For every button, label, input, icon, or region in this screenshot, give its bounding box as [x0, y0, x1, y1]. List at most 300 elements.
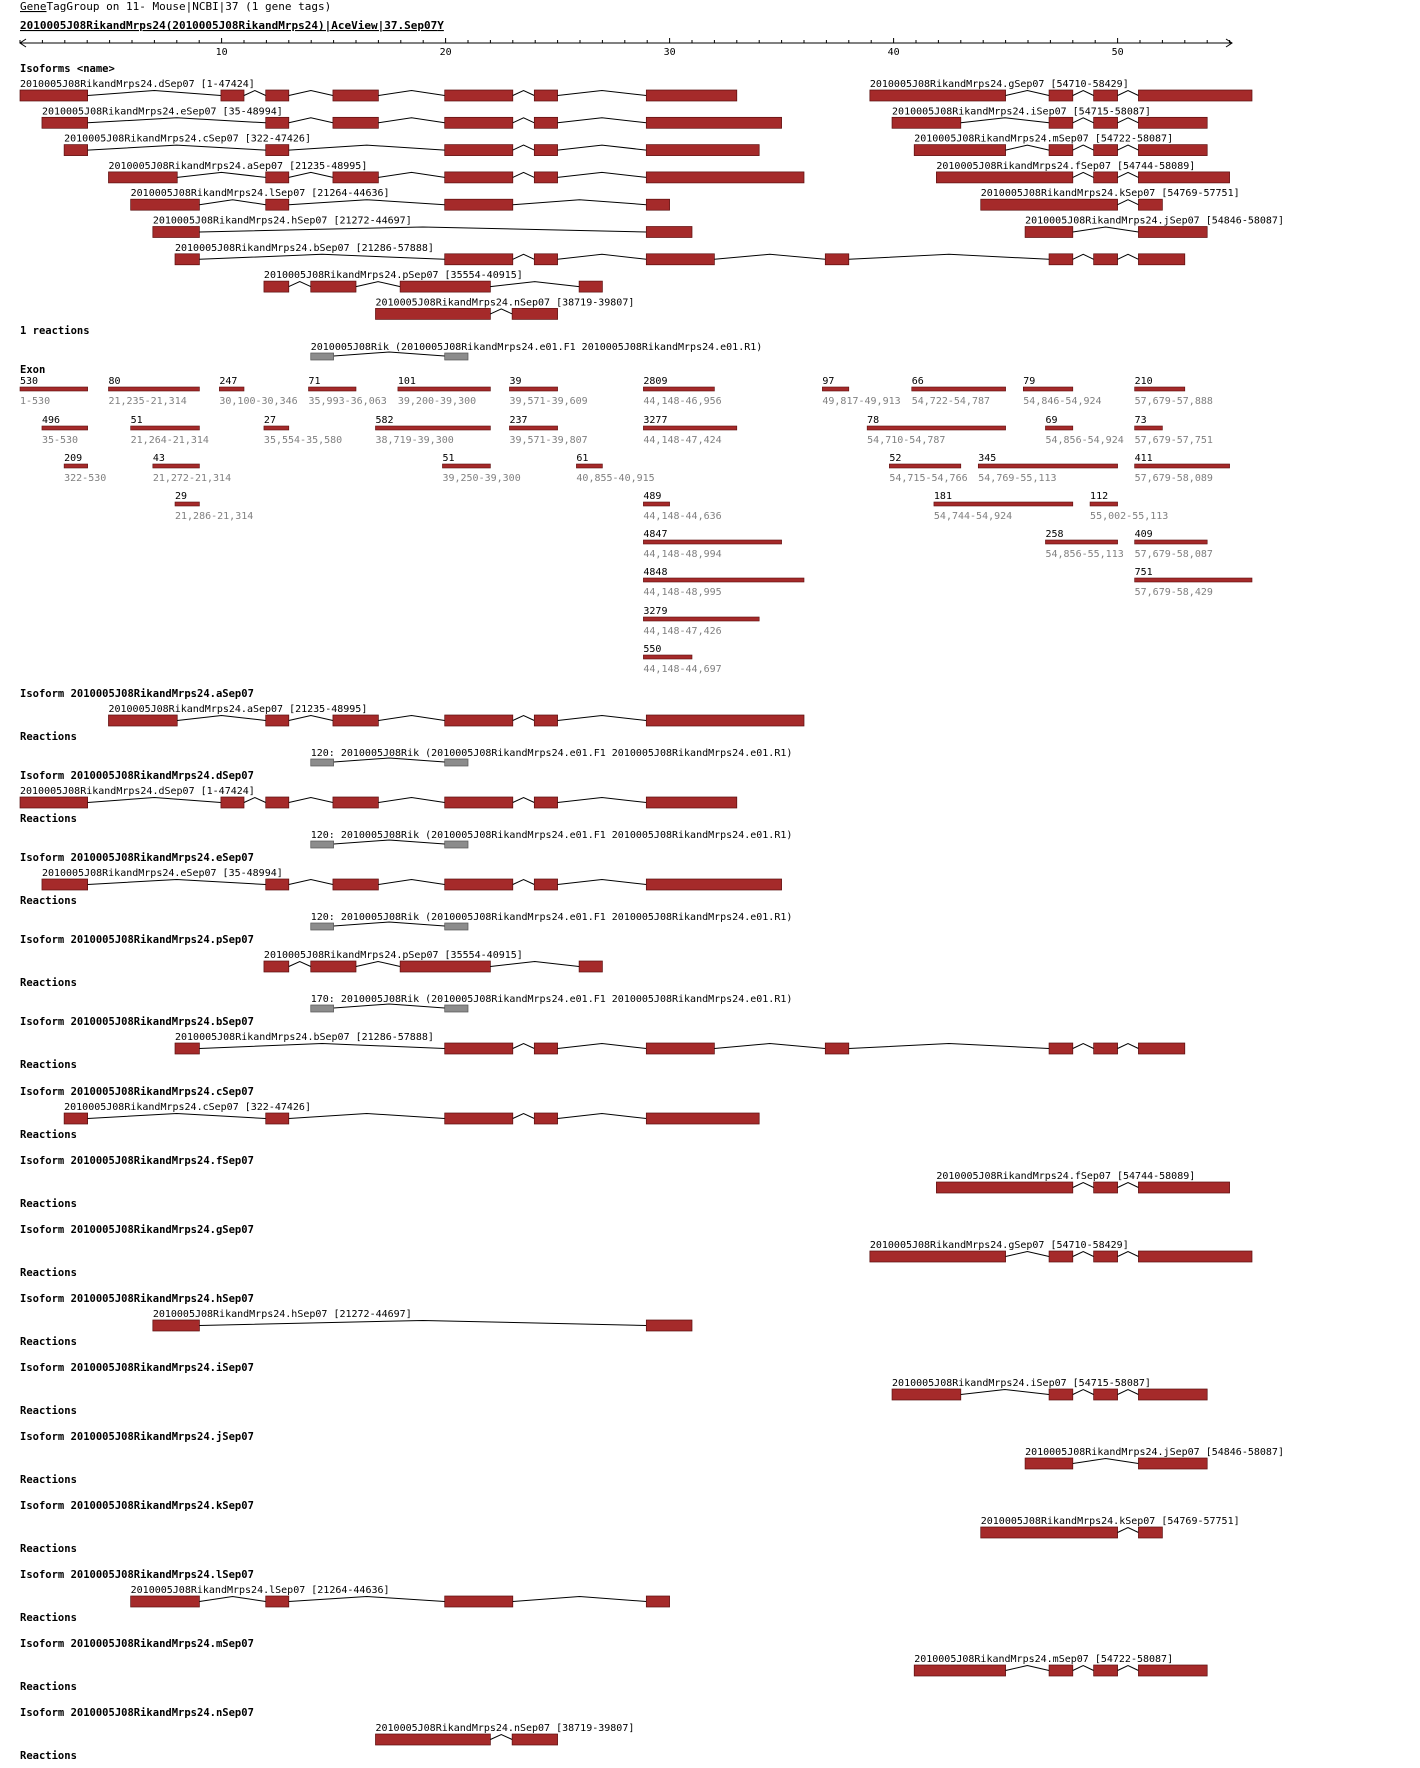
exon-block[interactable] — [375, 308, 490, 319]
exon-block[interactable] — [1138, 1043, 1184, 1054]
isoform-detail-track[interactable] — [64, 1102, 759, 1124]
exon-block[interactable] — [400, 961, 490, 972]
exon-item[interactable] — [153, 453, 231, 484]
exon-block[interactable] — [825, 254, 849, 265]
isoform-reaction-track[interactable] — [311, 994, 793, 1012]
isoform-label[interactable]: 2010005J08RikandMrps24.mSep07 [54722-58087] — [914, 133, 1174, 145]
exon-block[interactable] — [221, 90, 244, 101]
isoform-label[interactable]: 2010005J08RikandMrps24.bSep07 [21286-57888] — [175, 1032, 434, 1043]
exon-block[interactable] — [646, 715, 804, 726]
exon-block[interactable] — [1094, 1043, 1118, 1054]
exon-item[interactable] — [509, 376, 587, 407]
exon-block[interactable] — [646, 90, 736, 101]
exon-block[interactable] — [1094, 1251, 1118, 1262]
exon-block[interactable] — [914, 1665, 1005, 1676]
exon-block[interactable] — [534, 1043, 557, 1054]
isoform-detail-heading: Isoform 2010005J08RikandMrps24.cSep07 — [20, 1086, 254, 1098]
exon-bar[interactable] — [934, 502, 1073, 506]
exon-item[interactable] — [264, 415, 342, 446]
exon-block[interactable] — [646, 1596, 669, 1607]
exon-block[interactable] — [1094, 172, 1118, 183]
exon-bar[interactable] — [398, 387, 491, 391]
exon-block[interactable] — [131, 1596, 200, 1607]
reaction-block[interactable] — [445, 353, 468, 360]
exon-bar[interactable] — [1135, 464, 1230, 468]
exon-bar[interactable] — [175, 502, 199, 506]
exon-item[interactable] — [375, 415, 490, 446]
reaction-label[interactable]: 120: 2010005J08Rik (2010005J08RikandMrps24.e01.F1 2010005J08RikandMrps24.e01.R1) — [310, 748, 793, 759]
exon-block[interactable] — [108, 715, 177, 726]
exon-block[interactable] — [512, 308, 557, 319]
isoform-track[interactable] — [108, 161, 804, 183]
exon-bar[interactable] — [1135, 426, 1163, 430]
exon-block[interactable] — [646, 172, 804, 183]
exon-block[interactable] — [534, 90, 557, 101]
exon-item[interactable] — [64, 453, 106, 484]
exon-block[interactable] — [870, 1251, 1006, 1262]
isoform-label[interactable]: 2010005J08RikandMrps24.dSep07 [1-47424] — [20, 786, 255, 797]
isoform-label[interactable]: 2010005J08RikandMrps24.hSep07 [21272-44697] — [152, 1309, 412, 1320]
exon-block[interactable] — [1094, 1665, 1118, 1676]
exon-block[interactable] — [64, 1113, 88, 1124]
exon-block[interactable] — [131, 199, 200, 210]
exon-block[interactable] — [20, 90, 88, 101]
intron — [88, 798, 221, 803]
exon-block[interactable] — [1138, 1527, 1162, 1538]
isoform-label[interactable]: 2010005J08RikandMrps24.kSep07 [54769-57751] — [980, 1516, 1240, 1527]
exon-item[interactable] — [643, 529, 781, 560]
isoform-detail-track[interactable] — [914, 1654, 1207, 1676]
exon-item[interactable] — [398, 376, 491, 407]
exon-block[interactable] — [1138, 1389, 1207, 1400]
exon-block[interactable] — [175, 1043, 199, 1054]
reaction-label[interactable]: 120: 2010005J08Rik (2010005J08RikandMrps24.e01.F1 2010005J08RikandMrps24.e01.R1) — [310, 830, 793, 841]
exon-block[interactable] — [1138, 1182, 1229, 1193]
isoform-detail-track[interactable] — [108, 704, 804, 726]
exon-block[interactable] — [1138, 254, 1184, 265]
exon-bar[interactable] — [643, 655, 692, 659]
exon-item[interactable] — [108, 376, 199, 407]
isoform-track[interactable] — [20, 79, 737, 101]
reaction-block[interactable] — [311, 923, 334, 930]
exon-block[interactable] — [1138, 1251, 1252, 1262]
intron — [490, 1735, 512, 1740]
reaction-block[interactable] — [311, 759, 334, 766]
exon-length: 247 — [219, 376, 238, 387]
exon-block[interactable] — [1138, 1458, 1207, 1469]
exon-block[interactable] — [266, 90, 289, 101]
isoform-detail-track[interactable] — [42, 868, 782, 890]
isoform-track[interactable] — [131, 188, 670, 210]
exon-bar[interactable] — [375, 426, 490, 430]
isoform-track[interactable] — [375, 297, 634, 319]
isoform-label[interactable]: 2010005J08RikandMrps24.pSep07 [35554-40915] — [263, 270, 523, 282]
exon-block[interactable] — [534, 879, 557, 890]
exon-block[interactable] — [264, 281, 289, 292]
exon-block[interactable] — [221, 797, 244, 808]
exon-block[interactable] — [1025, 227, 1073, 238]
isoform-label[interactable]: 2010005J08RikandMrps24.aSep07 [21235-48995] — [108, 160, 368, 172]
exon-block[interactable] — [534, 797, 557, 808]
exon-item[interactable] — [442, 453, 520, 484]
exon-item[interactable] — [1045, 415, 1123, 446]
isoform-label[interactable]: 2010005J08RikandMrps24.cSep07 [322-47426] — [64, 133, 311, 145]
reaction-block[interactable] — [311, 841, 334, 848]
exon-block[interactable] — [445, 90, 513, 101]
exon-block[interactable] — [445, 1596, 513, 1607]
exon-item[interactable] — [1023, 376, 1101, 407]
exon-block[interactable] — [646, 117, 781, 128]
isoform-detail-track[interactable] — [375, 1723, 634, 1745]
exon-block[interactable] — [646, 254, 714, 265]
exon-bar[interactable] — [42, 426, 88, 430]
exon-block[interactable] — [266, 117, 289, 128]
isoform-detail-track[interactable] — [153, 1309, 692, 1331]
exon-bar[interactable] — [219, 387, 244, 391]
exon-item[interactable] — [309, 376, 387, 407]
exon-item[interactable] — [1135, 567, 1252, 598]
exon-block[interactable] — [646, 1320, 692, 1331]
exon-bar[interactable] — [264, 426, 289, 430]
exon-block[interactable] — [1138, 199, 1162, 210]
isoform-label[interactable]: 2010005J08RikandMrps24.dSep07 [1-47424] — [20, 79, 255, 90]
reaction-block[interactable] — [311, 1005, 334, 1012]
exon-block[interactable] — [20, 797, 88, 808]
exon-block[interactable] — [1094, 145, 1118, 156]
exon-block[interactable] — [1049, 90, 1073, 101]
exon-item[interactable] — [934, 491, 1073, 522]
reaction-block[interactable] — [445, 1005, 468, 1012]
exon-item[interactable] — [1135, 453, 1230, 484]
isoform-detail-track[interactable] — [892, 1378, 1207, 1400]
isoform-track[interactable] — [981, 188, 1240, 210]
reactions-subheading: Reactions — [20, 1612, 77, 1624]
exon-block[interactable] — [534, 1113, 557, 1124]
exon-item[interactable] — [643, 491, 721, 522]
isoform-track[interactable] — [1025, 216, 1284, 238]
exon-length: 582 — [375, 415, 394, 426]
exon-block[interactable] — [981, 199, 1118, 210]
exon-block[interactable] — [512, 1734, 557, 1745]
isoform-detail-track[interactable] — [981, 1516, 1240, 1538]
isoform-detail-track[interactable] — [20, 786, 737, 808]
exon-block[interactable] — [1025, 1458, 1073, 1469]
intron — [513, 118, 535, 123]
isoform-track[interactable] — [914, 134, 1207, 156]
isoform-label[interactable]: 2010005J08RikandMrps24.gSep07 [54710-58429] — [869, 1240, 1129, 1251]
exon-block[interactable] — [1094, 1182, 1118, 1193]
exon-bar[interactable] — [1135, 578, 1252, 582]
exon-bar[interactable] — [643, 502, 669, 506]
exon-block[interactable] — [914, 145, 1005, 156]
exon-bar[interactable] — [108, 387, 199, 391]
exon-bar[interactable] — [1135, 540, 1208, 544]
exon-block[interactable] — [400, 281, 490, 292]
exon-bar[interactable] — [643, 617, 759, 621]
exon-block[interactable] — [445, 199, 513, 210]
exon-length: 530 — [20, 376, 39, 387]
exon-block[interactable] — [1094, 254, 1118, 265]
isoform-label[interactable]: 2010005J08RikandMrps24.jSep07 [54846-58087] — [1025, 215, 1284, 227]
exon-block[interactable] — [1138, 1665, 1207, 1676]
exon-bar[interactable] — [576, 464, 602, 468]
exon-block[interactable] — [153, 1320, 200, 1331]
exon-bar[interactable] — [643, 578, 804, 582]
exon-block[interactable] — [445, 879, 513, 890]
reactions-subheading: Reactions — [20, 731, 77, 743]
exon-block[interactable] — [534, 145, 557, 156]
exon-block[interactable] — [266, 879, 289, 890]
exon-item[interactable] — [20, 376, 88, 407]
gene-subtitle-link[interactable]: 2010005J08RikandMrps24(2010005J08RikandMrps24)|AceView|37.Sep07Y — [20, 19, 444, 32]
isoform-label[interactable]: 2010005J08RikandMrps24.gSep07 [54710-58429] — [869, 79, 1129, 90]
exon-block[interactable] — [333, 715, 378, 726]
exon-block[interactable] — [333, 117, 378, 128]
exon-item[interactable] — [576, 453, 654, 484]
isoform-detail-track[interactable] — [131, 1585, 670, 1607]
exon-item[interactable] — [643, 567, 804, 598]
reaction-block[interactable] — [445, 841, 468, 848]
reaction-label[interactable]: 2010005J08Rik (2010005J08RikandMrps24.e01.F1 2010005J08RikandMrps24.e01.R1) — [310, 342, 763, 353]
exon-block[interactable] — [445, 1043, 513, 1054]
exon-item[interactable] — [131, 415, 209, 446]
exon-item[interactable] — [219, 376, 297, 407]
isoform-label[interactable]: 2010005J08RikandMrps24.bSep07 [21286-57888] — [175, 242, 434, 254]
isoform-label[interactable]: 2010005J08RikandMrps24.iSep07 [54715-58087] — [892, 106, 1151, 118]
exon-item[interactable] — [1135, 376, 1213, 407]
intron — [289, 145, 445, 150]
exon-block[interactable] — [1094, 90, 1118, 101]
exon-bar[interactable] — [509, 387, 557, 391]
exon-block[interactable] — [333, 879, 378, 890]
exon-block[interactable] — [1049, 117, 1073, 128]
exon-block[interactable] — [108, 172, 177, 183]
exon-block[interactable] — [333, 172, 378, 183]
exon-item[interactable] — [1090, 491, 1168, 522]
isoform-track[interactable] — [892, 106, 1207, 128]
exon-block[interactable] — [266, 1596, 289, 1607]
reaction-label[interactable]: 170: 2010005J08Rik (2010005J08RikandMrps24.e01.F1 2010005J08RikandMrps24.e01.R1) — [310, 994, 793, 1005]
exon-block[interactable] — [892, 1389, 961, 1400]
reaction-block[interactable] — [311, 353, 334, 360]
isoform-track[interactable] — [42, 106, 782, 128]
exon-bar[interactable] — [1090, 502, 1118, 506]
exon-item[interactable] — [175, 491, 253, 522]
exon-item[interactable] — [867, 415, 1005, 446]
isoform-detail-track[interactable] — [1025, 1447, 1284, 1469]
exon-bar[interactable] — [20, 387, 88, 391]
exon-bar[interactable] — [867, 426, 1005, 430]
isoform-label[interactable]: 2010005J08RikandMrps24.nSep07 [38719-39807] — [375, 1723, 635, 1734]
exon-block[interactable] — [1049, 1043, 1073, 1054]
isoform-reaction-track[interactable] — [311, 748, 793, 766]
isoform-track[interactable] — [153, 216, 692, 238]
intron — [558, 798, 647, 803]
exon-block[interactable] — [266, 797, 289, 808]
exon-bar[interactable] — [1045, 540, 1117, 544]
reaction-track[interactable] — [311, 342, 763, 360]
isoform-label[interactable]: 2010005J08RikandMrps24.lSep07 [21264-44636] — [130, 1585, 390, 1596]
exon-item[interactable] — [643, 415, 736, 446]
exon-block[interactable] — [936, 1182, 1072, 1193]
exon-block[interactable] — [579, 281, 602, 292]
isoform-label[interactable]: 2010005J08RikandMrps24.iSep07 [54715-58087] — [892, 1378, 1151, 1389]
exon-block[interactable] — [153, 227, 200, 238]
exon-length: 2809 — [643, 376, 668, 387]
exon-block[interactable] — [1049, 145, 1073, 156]
exon-block[interactable] — [1138, 117, 1207, 128]
exon-block[interactable] — [42, 117, 88, 128]
exon-block[interactable] — [646, 199, 669, 210]
isoform-detail-track[interactable] — [175, 1032, 1185, 1054]
exon-block[interactable] — [646, 227, 692, 238]
isoform-detail-track[interactable] — [264, 950, 602, 972]
exon-bar[interactable] — [1023, 387, 1073, 391]
exon-block[interactable] — [1138, 227, 1207, 238]
gene-link[interactable]: Gene — [20, 0, 47, 13]
exon-block[interactable] — [445, 797, 513, 808]
exon-block[interactable] — [1138, 145, 1207, 156]
isoform-label[interactable]: 2010005J08RikandMrps24.eSep07 [35-48994] — [41, 106, 283, 118]
reaction-block[interactable] — [445, 923, 468, 930]
exon-block[interactable] — [936, 172, 1072, 183]
exon-block[interactable] — [333, 797, 378, 808]
exon-item[interactable] — [509, 415, 587, 446]
exon-block[interactable] — [579, 961, 602, 972]
isoform-track[interactable] — [936, 161, 1229, 183]
isoform-label[interactable]: 2010005J08RikandMrps24.lSep07 [21264-44636] — [130, 188, 390, 200]
intron — [177, 172, 265, 177]
exon-block[interactable] — [266, 172, 289, 183]
isoform-track[interactable] — [175, 243, 1185, 265]
exon-block[interactable] — [445, 172, 513, 183]
exon-bar[interactable] — [309, 387, 356, 391]
exon-block[interactable] — [311, 961, 356, 972]
exon-item[interactable] — [643, 376, 721, 407]
exon-item[interactable] — [912, 376, 1006, 407]
exon-block[interactable] — [266, 199, 289, 210]
exon-block[interactable] — [534, 172, 557, 183]
exon-block[interactable] — [42, 879, 88, 890]
exon-block[interactable] — [646, 1043, 714, 1054]
exon-block[interactable] — [266, 145, 289, 156]
exon-item[interactable] — [42, 415, 88, 446]
exon-bar[interactable] — [643, 426, 736, 430]
reaction-block[interactable] — [445, 759, 468, 766]
isoform-label[interactable]: 2010005J08RikandMrps24.cSep07 [322-47426] — [64, 1102, 311, 1113]
exon-block[interactable] — [311, 281, 356, 292]
exon-item[interactable] — [978, 453, 1117, 484]
exon-block[interactable] — [375, 1734, 490, 1745]
exon-block[interactable] — [1138, 90, 1252, 101]
exon-bar[interactable] — [442, 464, 490, 468]
exon-block[interactable] — [64, 145, 88, 156]
exon-block[interactable] — [825, 1043, 849, 1054]
exon-bar[interactable] — [643, 540, 781, 544]
exon-block[interactable] — [445, 715, 513, 726]
exon-block[interactable] — [1049, 1251, 1073, 1262]
exon-bar[interactable] — [643, 387, 714, 391]
exon-item[interactable] — [643, 606, 759, 637]
exon-block[interactable] — [445, 145, 513, 156]
exon-item[interactable] — [643, 644, 721, 675]
exon-block[interactable] — [646, 879, 781, 890]
exon-bar[interactable] — [64, 464, 88, 468]
isoform-label[interactable]: 2010005J08RikandMrps24.pSep07 [35554-40915] — [263, 950, 523, 961]
exon-block[interactable] — [175, 254, 199, 265]
isoform-track[interactable] — [870, 79, 1252, 101]
exon-item[interactable] — [1135, 529, 1213, 560]
exon-range: 35,554-35,580 — [263, 435, 343, 446]
exon-bar[interactable] — [1135, 387, 1185, 391]
exon-bar[interactable] — [153, 464, 200, 468]
exon-block[interactable] — [892, 117, 961, 128]
exon-block[interactable] — [333, 90, 378, 101]
exon-bar[interactable] — [822, 387, 848, 391]
exon-item[interactable] — [822, 376, 900, 407]
exon-bar[interactable] — [889, 464, 960, 468]
exon-block[interactable] — [646, 1113, 759, 1124]
exon-bar[interactable] — [1045, 426, 1072, 430]
exon-block[interactable] — [1138, 172, 1229, 183]
exon-block[interactable] — [445, 117, 513, 128]
isoform-track[interactable] — [64, 134, 759, 156]
isoform-label[interactable]: 2010005J08RikandMrps24.mSep07 [54722-58087] — [914, 1654, 1174, 1665]
exon-block[interactable] — [445, 254, 513, 265]
exon-block[interactable] — [1049, 1665, 1073, 1676]
isoform-label[interactable]: 2010005J08RikandMrps24.aSep07 [21235-48995] — [108, 704, 368, 715]
exon-block[interactable] — [445, 1113, 513, 1124]
exon-block[interactable] — [870, 90, 1006, 101]
exon-item[interactable] — [1135, 415, 1213, 446]
exon-bar[interactable] — [978, 464, 1117, 468]
isoform-reaction-track[interactable] — [311, 830, 793, 848]
exon-block[interactable] — [1049, 1389, 1073, 1400]
exon-block[interactable] — [534, 117, 557, 128]
exon-block[interactable] — [264, 961, 289, 972]
exon-item[interactable] — [1045, 529, 1123, 560]
intron — [244, 91, 266, 96]
exon-block[interactable] — [981, 1527, 1118, 1538]
exon-bar[interactable] — [509, 426, 557, 430]
isoform-detail-track[interactable] — [936, 1171, 1229, 1193]
isoform-label[interactable]: 2010005J08RikandMrps24.hSep07 [21272-44697] — [152, 215, 412, 227]
exon-block[interactable] — [1094, 1389, 1118, 1400]
exon-block[interactable] — [266, 1113, 289, 1124]
isoform-label[interactable]: 2010005J08RikandMrps24.fSep07 [54744-58089] — [936, 1171, 1196, 1182]
exon-block[interactable] — [266, 715, 289, 726]
isoform-label[interactable]: 2010005J08RikandMrps24.kSep07 [54769-57751] — [980, 188, 1240, 200]
reaction-label[interactable]: 120: 2010005J08Rik (2010005J08RikandMrps24.e01.F1 2010005J08RikandMrps24.e01.R1) — [310, 912, 793, 923]
exon-block[interactable] — [534, 254, 557, 265]
isoform-label[interactable]: 2010005J08RikandMrps24.jSep07 [54846-58087] — [1025, 1447, 1284, 1458]
exon-block[interactable] — [646, 145, 759, 156]
exon-block[interactable] — [1094, 117, 1118, 128]
exon-bar[interactable] — [131, 426, 200, 430]
exon-block[interactable] — [646, 797, 736, 808]
intron — [1073, 254, 1094, 259]
exon-block[interactable] — [534, 715, 557, 726]
exon-bar[interactable] — [912, 387, 1006, 391]
isoform-track[interactable] — [264, 270, 602, 292]
isoform-detail-track[interactable] — [870, 1240, 1252, 1262]
isoform-reaction-track[interactable] — [311, 912, 793, 930]
exon-block[interactable] — [1049, 254, 1073, 265]
isoform-label[interactable]: 2010005J08RikandMrps24.eSep07 [35-48994] — [41, 868, 283, 879]
isoform-label[interactable]: 2010005J08RikandMrps24.fSep07 [54744-58089] — [936, 160, 1196, 172]
isoform-label[interactable]: 2010005J08RikandMrps24.nSep07 [38719-39807] — [375, 297, 635, 309]
exon-item[interactable] — [889, 453, 967, 484]
